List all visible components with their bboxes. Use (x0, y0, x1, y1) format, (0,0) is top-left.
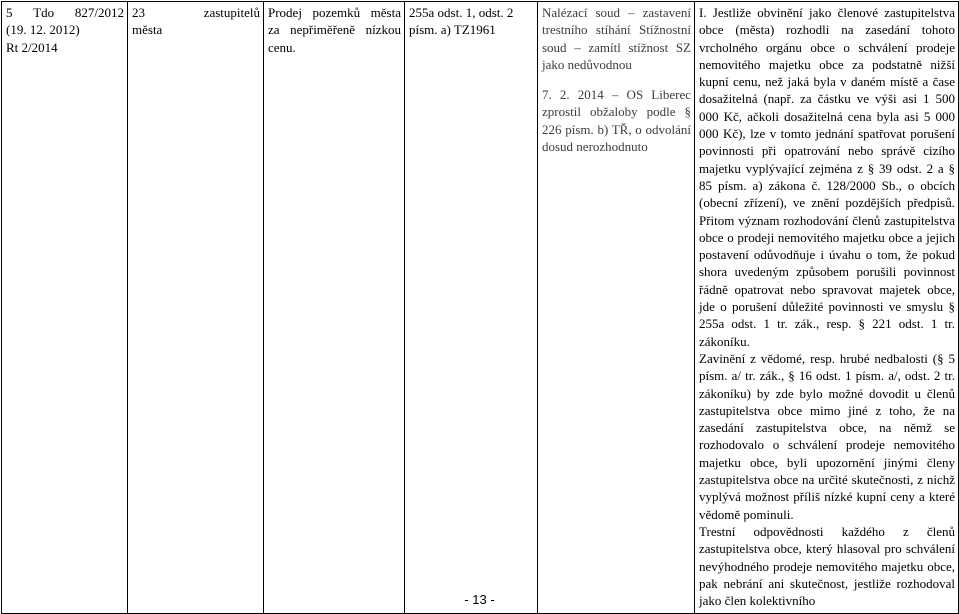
case-code-value: 827/2012 (74, 5, 124, 20)
case-id-cell (2, 2, 128, 614)
offender-unit: města (132, 22, 163, 38)
legal-qualification: 255a odst. 1, odst. 2 písm. a) TZ1961 (409, 5, 514, 38)
page-number: - 13 - (464, 592, 495, 607)
qualification-cell (405, 2, 538, 614)
table-row (2, 2, 959, 614)
case-description: Prodej pozemků města za nepřiměřeně nízkou cenu. (268, 5, 401, 55)
reasoning-cell (695, 2, 959, 614)
offender-count: 23 (132, 5, 145, 20)
offenders-cell (128, 2, 264, 614)
proceedings-cell (538, 2, 695, 614)
case-table (1, 1, 959, 614)
reasoning-paragraph: I. Jestliže obvinění jako členové zastupitelstva obce (města) rozhodli na zasedání tohoto vrcholného orgánu obce o schválení prodeje nemovitého majetku obce za podstatně nižší kupní cenu, než jaká byla v daném místě a čase dosažitelná (např. za částku ve výši asi 1 500 000 Kč, ačkoli dosažitelná cena byla asi 5 000 000 Kč), lze v tomto jednání spatřovat porušení povinnosti při opatrování nebo správě cizího majetku vyplývající zejména z § 39 odst. 2 a § 85 písm. a) zákona č. 128/2000 Sb., o obcích (obecní zřízení), ve znění pozdějších předpisů. Přitom význam rozhodování členů zastupitelstva obce o prodeji nemovitého majetku obce a jejich postavení odůvodňuje i úvahu o tom, že pokud shora uvedeným způsobem porušili povinnost řádně opatrovat nebo spravovat majetek obce, jde o porušení důležité povinnosti ve smyslu § 255a odst. 1 tr. zák., resp. § 221 odst. 1 tr. zákoníku. (699, 5, 955, 349)
reasoning-paragraph: Zavinění z vědomé, resp. hrubé nedbalosti (§ 5 písm. a/ tr. zák., § 16 odst. 1 písm. a/, odst. 2 tr. zákoníku) by zde bylo možné dovodit u členů zastupitelstva obce mimo jiné z toho, že na zasedání zastupitelstva obce, na němž se rozhodovalo o schválení prodeje nemovitého majetku obce, byli upozornění jinými členy zastupitelstva obce na určité skutečnosti, z nichž vyplývá možnost příliš nízké kupní ceny a které vědomě pominuli. (699, 350, 955, 522)
description-cell (264, 2, 405, 614)
reasoning-paragraph: Trestní odpovědnosti každého z členů zastupitelstva obce, který hlasoval pro schválení nevýhodného prodeje nemovitého majetku obce, pak nebrání ani skutečnost, jestliže rozhodoval jako člen kolektivního (699, 523, 955, 609)
collection-ref: Rt 2/2014 (6, 39, 58, 55)
proceedings-item: 7. 2. 2014 – OS Liberec zprostil obžaloby podle § 226 písm. b) TŘ, o odvolání dosud nerozhodnuto (542, 87, 691, 155)
decision-date: (19. 12. 2012) (6, 22, 80, 38)
proceedings-item: Nalézací soud – zastavení trestního stíhání Stížnostní soud – zamítl stížnost SZ jako nedůvodnou (542, 5, 691, 72)
row-number: 5 (6, 5, 13, 20)
offender-role: zastupitelů (203, 5, 260, 20)
case-code-label: Tdo (33, 5, 55, 20)
